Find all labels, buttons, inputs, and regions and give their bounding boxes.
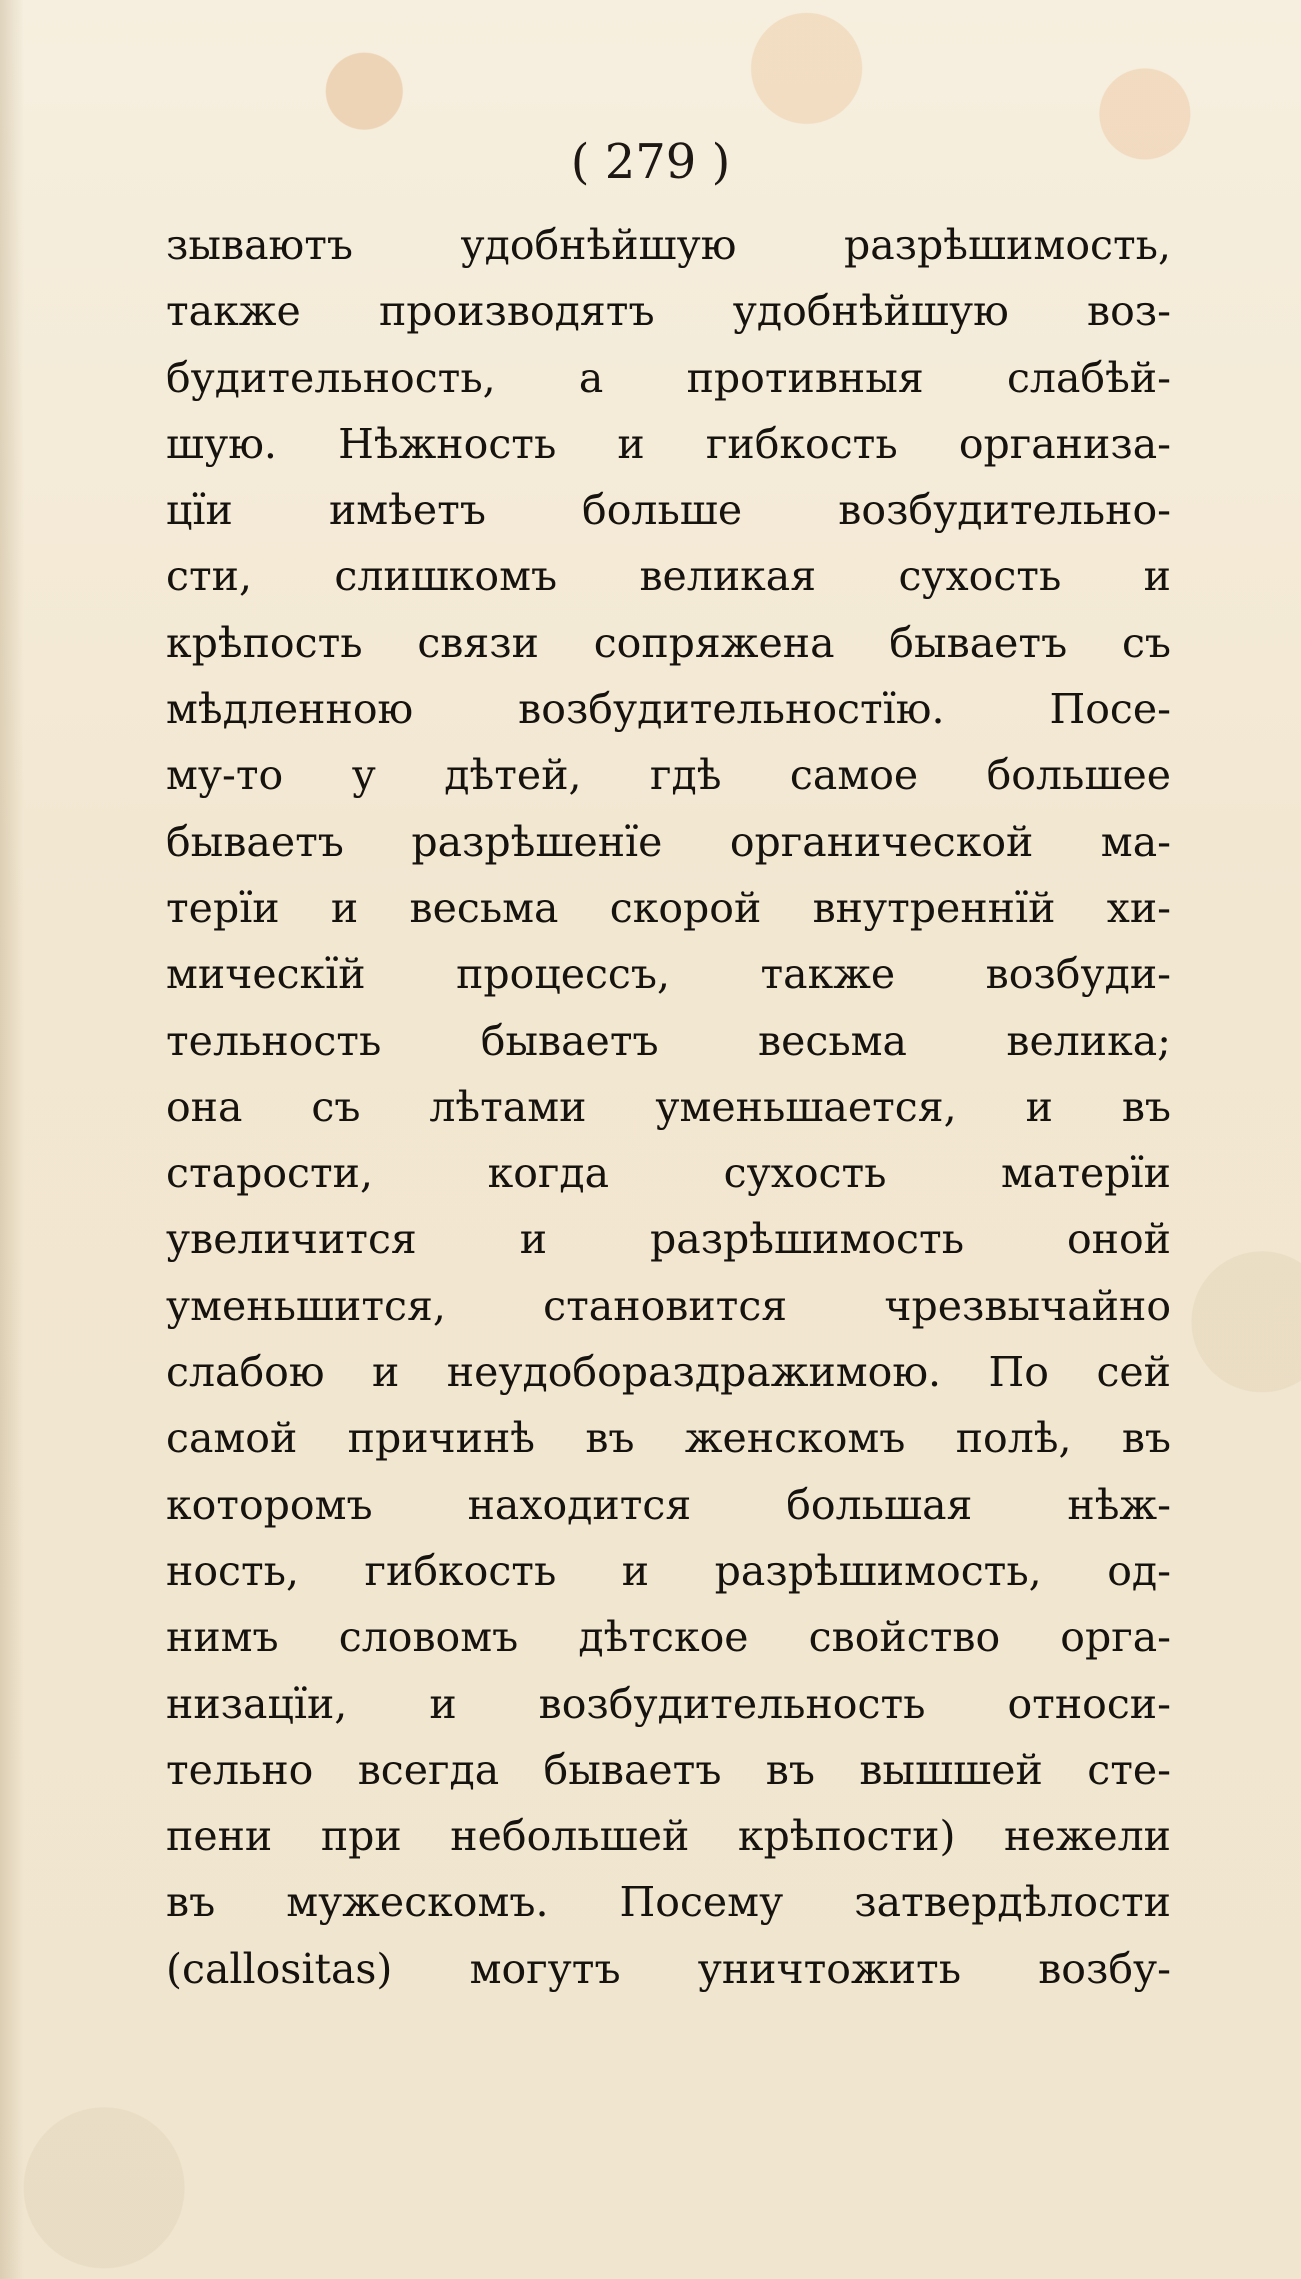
text-line: бываетъ разрѣшенїе органической ма-: [166, 817, 1171, 866]
body-text: [166, 212, 1171, 2002]
text-line: шую. Нѣжность и гибкость организа-: [166, 419, 1171, 468]
text-line: сти, слишкомъ великая сухость и: [166, 552, 1171, 601]
text-line: (callositas) могутъ уничтожить возбу-: [166, 1944, 1171, 1993]
text-line: нимъ словомъ дѣтское свойство орга-: [166, 1613, 1171, 1662]
text-line: цїи имѣетъ больше возбудительно-: [166, 486, 1171, 535]
text-line: мическїй процессъ, также возбуди-: [166, 950, 1171, 999]
text-line: тельно всегда бываетъ въ вышшей сте-: [166, 1745, 1171, 1794]
text-line: низацїи, и возбудительность относи-: [166, 1679, 1171, 1728]
text-line: тельность бываетъ весьма велика;: [166, 1016, 1171, 1065]
text-line: старости, когда сухость матерїи: [166, 1149, 1171, 1198]
text-line: самой причинѣ въ женскомъ полѣ, въ: [166, 1414, 1171, 1463]
text-line: зываютъ удобнѣйшую разрѣшимость,: [166, 221, 1171, 269]
text-line: терїи и весьма скорой внутреннїй хи-: [166, 883, 1171, 932]
text-line: также производятъ удобнѣйшую воз-: [166, 287, 1171, 336]
page-number: ( 279 ): [570, 134, 731, 190]
text-line: въ мужескомъ. Посему затвердѣлости: [166, 1878, 1171, 1927]
text-line: пени при небольшей крѣпости) нежели: [166, 1812, 1171, 1861]
text-line: крѣпость связи сопряжена бываетъ съ: [166, 618, 1171, 667]
text-line: уменьшится, становится чрезвычайно: [166, 1281, 1171, 1330]
text-line: слабою и неудобораздражимою. По сей: [166, 1348, 1171, 1397]
text-line: му-то у дѣтей, гдѣ самое большее: [166, 751, 1171, 800]
text-line: ность, гибкость и разрѣшимость, од-: [166, 1546, 1171, 1595]
text-line: будительность, а противныя слабѣй-: [166, 353, 1171, 402]
text-line: которомъ находится большая нѣж-: [166, 1480, 1171, 1529]
text-line: мѣдленною возбудительностїю. Посе-: [166, 685, 1171, 734]
text-line: она съ лѣтами уменьшается, и въ: [166, 1082, 1171, 1131]
text-line: увеличится и разрѣшимость оной: [166, 1215, 1171, 1264]
